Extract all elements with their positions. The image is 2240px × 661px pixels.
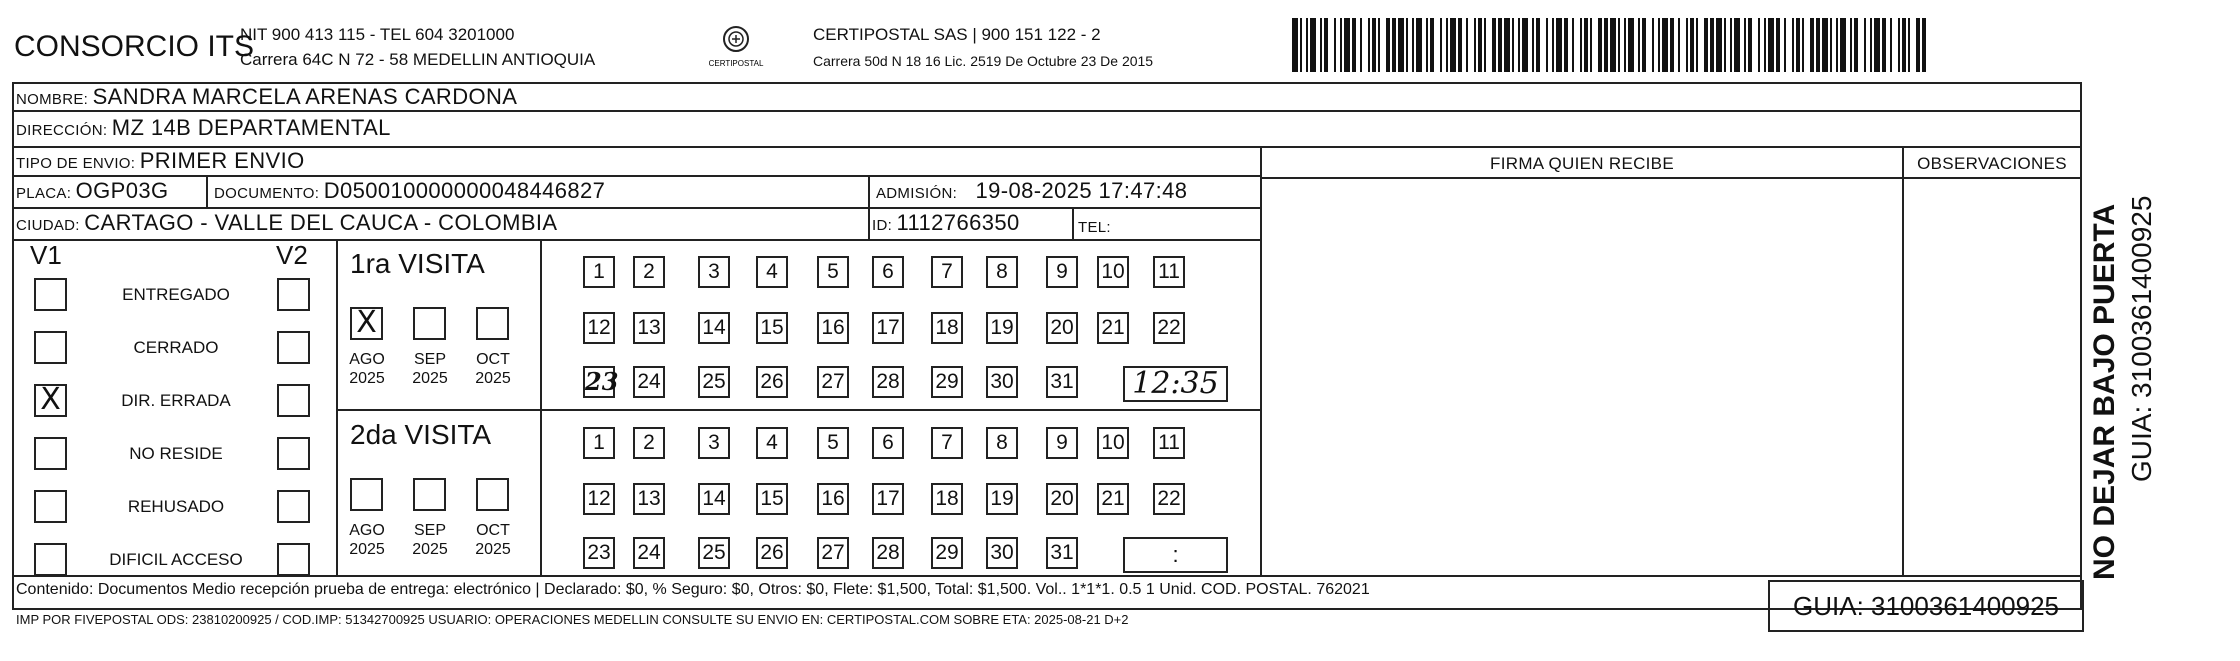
id-label: ID: [872,217,893,234]
footer-imp: IMP POR FIVEPOSTAL ODS: 23810200925 / COD.IMP: 51342700925 USUARIO: OPERACIONES MEDELLIN CONSULTE SU ENVIO EN: CERTIPOSTAL.COM SOBRE ETA: 2025-08-21 D+2 [16,612,1129,627]
day-box[interactable]: 12 [583,483,615,515]
v1-header: V1 [30,240,62,270]
day-box[interactable]: 11 [1153,427,1185,459]
day-box[interactable]: 10 [1097,256,1129,288]
v2-checkbox[interactable] [277,278,310,311]
day-box[interactable]: 19 [986,483,1018,515]
day-box[interactable]: 29 [931,366,963,398]
id-value: 1112766350 [896,210,1020,235]
month-label [468,350,518,388]
placa-value: OGP03G [75,178,169,203]
company-name: CONSORCIO ITS [14,30,255,63]
day-box[interactable]: 9 [1046,256,1078,288]
month-label [342,521,392,559]
tipo-envio-label: TIPO DE ENVIO: [16,155,136,172]
day-box[interactable]: 7 [931,427,963,459]
status-label: REHUSADO [127,497,225,516]
status-label: DIFICIL ACCESO [109,550,243,569]
documento-value: D050010000000048446827 [323,178,606,203]
firma-header: FIRMA QUIEN RECIBE [1490,154,1674,173]
day-box[interactable]: 1 [583,256,615,288]
month-checkbox[interactable] [413,478,446,511]
day-box[interactable]: 4 [756,427,788,459]
v1-checkbox[interactable] [34,278,67,311]
day-box[interactable]: 20 [1046,312,1078,344]
nombre-label: NOMBRE: [16,91,89,108]
day-box[interactable]: 3 [698,256,730,288]
admision-label: ADMISIÓN: [876,185,958,202]
day-box[interactable]: 31 [1046,537,1078,569]
side-warning: NO DEJAR BAJO PUERTA [2088,203,2121,580]
day-box[interactable]: 22 [1153,483,1185,515]
logo-text: CERTIPOSTAL [708,59,764,68]
month-checkbox[interactable] [476,307,509,340]
day-box[interactable]: 5 [817,256,849,288]
day-box[interactable]: 1 [583,427,615,459]
day-box[interactable]: 24 [633,366,665,398]
month-label [405,350,455,388]
month-name: SEP [413,351,446,368]
day-box[interactable]: 2 [633,427,665,459]
v2-checkbox[interactable] [277,543,310,576]
month-checkbox[interactable] [476,478,509,511]
day-box[interactable]: 29 [931,537,963,569]
v2-checkbox[interactable] [277,437,310,470]
day-box[interactable]: 11 [1153,256,1185,288]
visit-time-box[interactable]: 12:35 [1123,366,1228,402]
month-name: AGO [349,351,385,368]
day-box[interactable]: 28 [872,537,904,569]
month-name: OCT [476,522,510,539]
day-box[interactable]: 30 [986,366,1018,398]
direccion-label: DIRECCIÓN: [16,122,108,139]
month-checkbox[interactable] [350,307,383,340]
guia-box: GUIA: 3100361400925 [1768,580,2084,632]
tel-label: TEL: [1078,219,1111,236]
v1-checkbox[interactable] [34,384,67,417]
courier-name: CERTIPOSTAL SAS | 900 151 122 - 2 [813,25,1101,44]
status-label: NO RESIDE [129,444,223,463]
day-box[interactable]: 30 [986,537,1018,569]
v2-checkbox[interactable] [277,490,310,523]
courier-address: Carrera 50d N 18 16 Lic. 2519 De Octubre 23 De 2015 [813,53,1154,69]
v2-header: V2 [276,240,308,270]
visit-title: 1ra VISITA [350,248,485,279]
day-box[interactable]: 2 [633,256,665,288]
day-box[interactable]: 16 [817,483,849,515]
day-box[interactable]: 27 [817,366,849,398]
v1-checkbox[interactable] [34,543,67,576]
v2-checkbox[interactable] [277,331,310,364]
placa-label: PLACA: [16,185,72,202]
check-mark: X [356,305,377,340]
ciudad-value: CARTAGO - VALLE DEL CAUCA - COLOMBIA [84,210,558,235]
day-box[interactable]: 27 [817,537,849,569]
visit-title: 2da VISITA [350,419,492,450]
month-checkbox[interactable] [350,478,383,511]
day-box[interactable]: 4 [756,256,788,288]
day-box[interactable]: 14 [698,483,730,515]
day-box[interactable]: 22 [1153,312,1185,344]
day-box[interactable]: 17 [872,312,904,344]
month-year: 2025 [412,541,448,558]
barcode-bar [1922,18,1926,72]
day-box[interactable]: 24 [633,537,665,569]
day-box[interactable]: 15 [756,312,788,344]
day-box[interactable]: 7 [931,256,963,288]
check-mark: X [40,382,61,417]
month-name: SEP [413,522,446,539]
status-label: DIR. ERRADA [121,391,231,410]
ciudad-label: CIUDAD: [16,217,80,234]
day-box[interactable]: 19 [986,312,1018,344]
day-box[interactable]: 13 [633,483,665,515]
certipostal-logo [706,22,766,72]
day-box[interactable]: 10 [1097,427,1129,459]
v1-checkbox[interactable] [34,490,67,523]
day-box[interactable]: 21 [1097,483,1129,515]
day-box[interactable]: 28 [872,366,904,398]
day-box[interactable]: 8 [986,427,1018,459]
tipo-envio-value: PRIMER ENVIO [139,148,305,173]
day-box[interactable]: 31 [1046,366,1078,398]
day-box[interactable]: 21 [1097,312,1129,344]
month-label [342,350,392,388]
month-name: AGO [349,522,385,539]
month-year: 2025 [475,370,511,387]
company-nit: NIT 900 413 115 - TEL 604 3201000 [240,25,515,44]
month-year: 2025 [349,541,385,558]
day-box[interactable]: 14 [698,312,730,344]
documento-label: DOCUMENTO: [214,185,320,202]
month-year: 2025 [412,370,448,387]
company-address: Carrera 64C N 72 - 58 MEDELLIN ANTIOQUIA [240,50,596,69]
nombre-value: SANDRA MARCELA ARENAS CARDONA [92,84,518,109]
visit-time-box[interactable]: : [1123,537,1228,573]
day-box[interactable]: 5 [817,427,849,459]
status-label: CERRADO [133,338,219,357]
admision-value: 19-08-2025 17:47:48 [975,178,1188,203]
month-year: 2025 [475,541,511,558]
day-box[interactable]: 3 [698,427,730,459]
day-box[interactable]: 6 [872,256,904,288]
day-box[interactable]: 18 [931,483,963,515]
day-box[interactable]: 8 [986,256,1018,288]
v1-checkbox[interactable] [34,331,67,364]
footer-content: Contenido: Documentos Medio recepción prueba de entrega: electrónico | Declarado: $0, % Seguro: $0, Otros: $0, Flete: $1,500, Total: $1,500. Vol.. 1*1*1. 0.5 1 Unid. COD. POSTAL. 762021 [16,581,1370,598]
day-box[interactable]: 12 [583,312,615,344]
day-box[interactable]: 23 [583,537,615,569]
day-box[interactable]: 25 [698,537,730,569]
day-box[interactable]: 17 [872,483,904,515]
month-name: OCT [476,351,510,368]
observaciones-header: OBSERVACIONES [1917,154,2067,173]
v1-checkbox[interactable] [34,437,67,470]
day-box[interactable]: 15 [756,483,788,515]
day-box[interactable]: 23 [585,367,619,396]
day-box[interactable]: 6 [872,427,904,459]
day-box[interactable]: 20 [1046,483,1078,515]
month-label [405,521,455,559]
side-guia: GUIA: 3100361400925 [2126,195,2157,482]
day-box[interactable]: 16 [817,312,849,344]
direccion-value: MZ 14B DEPARTAMENTAL [111,115,391,140]
barcode [1292,18,1930,72]
day-box[interactable]: 9 [1046,427,1078,459]
v2-checkbox[interactable] [277,384,310,417]
day-box[interactable]: 26 [756,366,788,398]
month-checkbox[interactable] [413,307,446,340]
month-year: 2025 [349,370,385,387]
day-box[interactable]: 25 [698,366,730,398]
status-label: ENTREGADO [122,285,230,304]
day-box[interactable]: 13 [633,312,665,344]
month-label [468,521,518,559]
day-box[interactable]: 18 [931,312,963,344]
day-box[interactable]: 26 [756,537,788,569]
